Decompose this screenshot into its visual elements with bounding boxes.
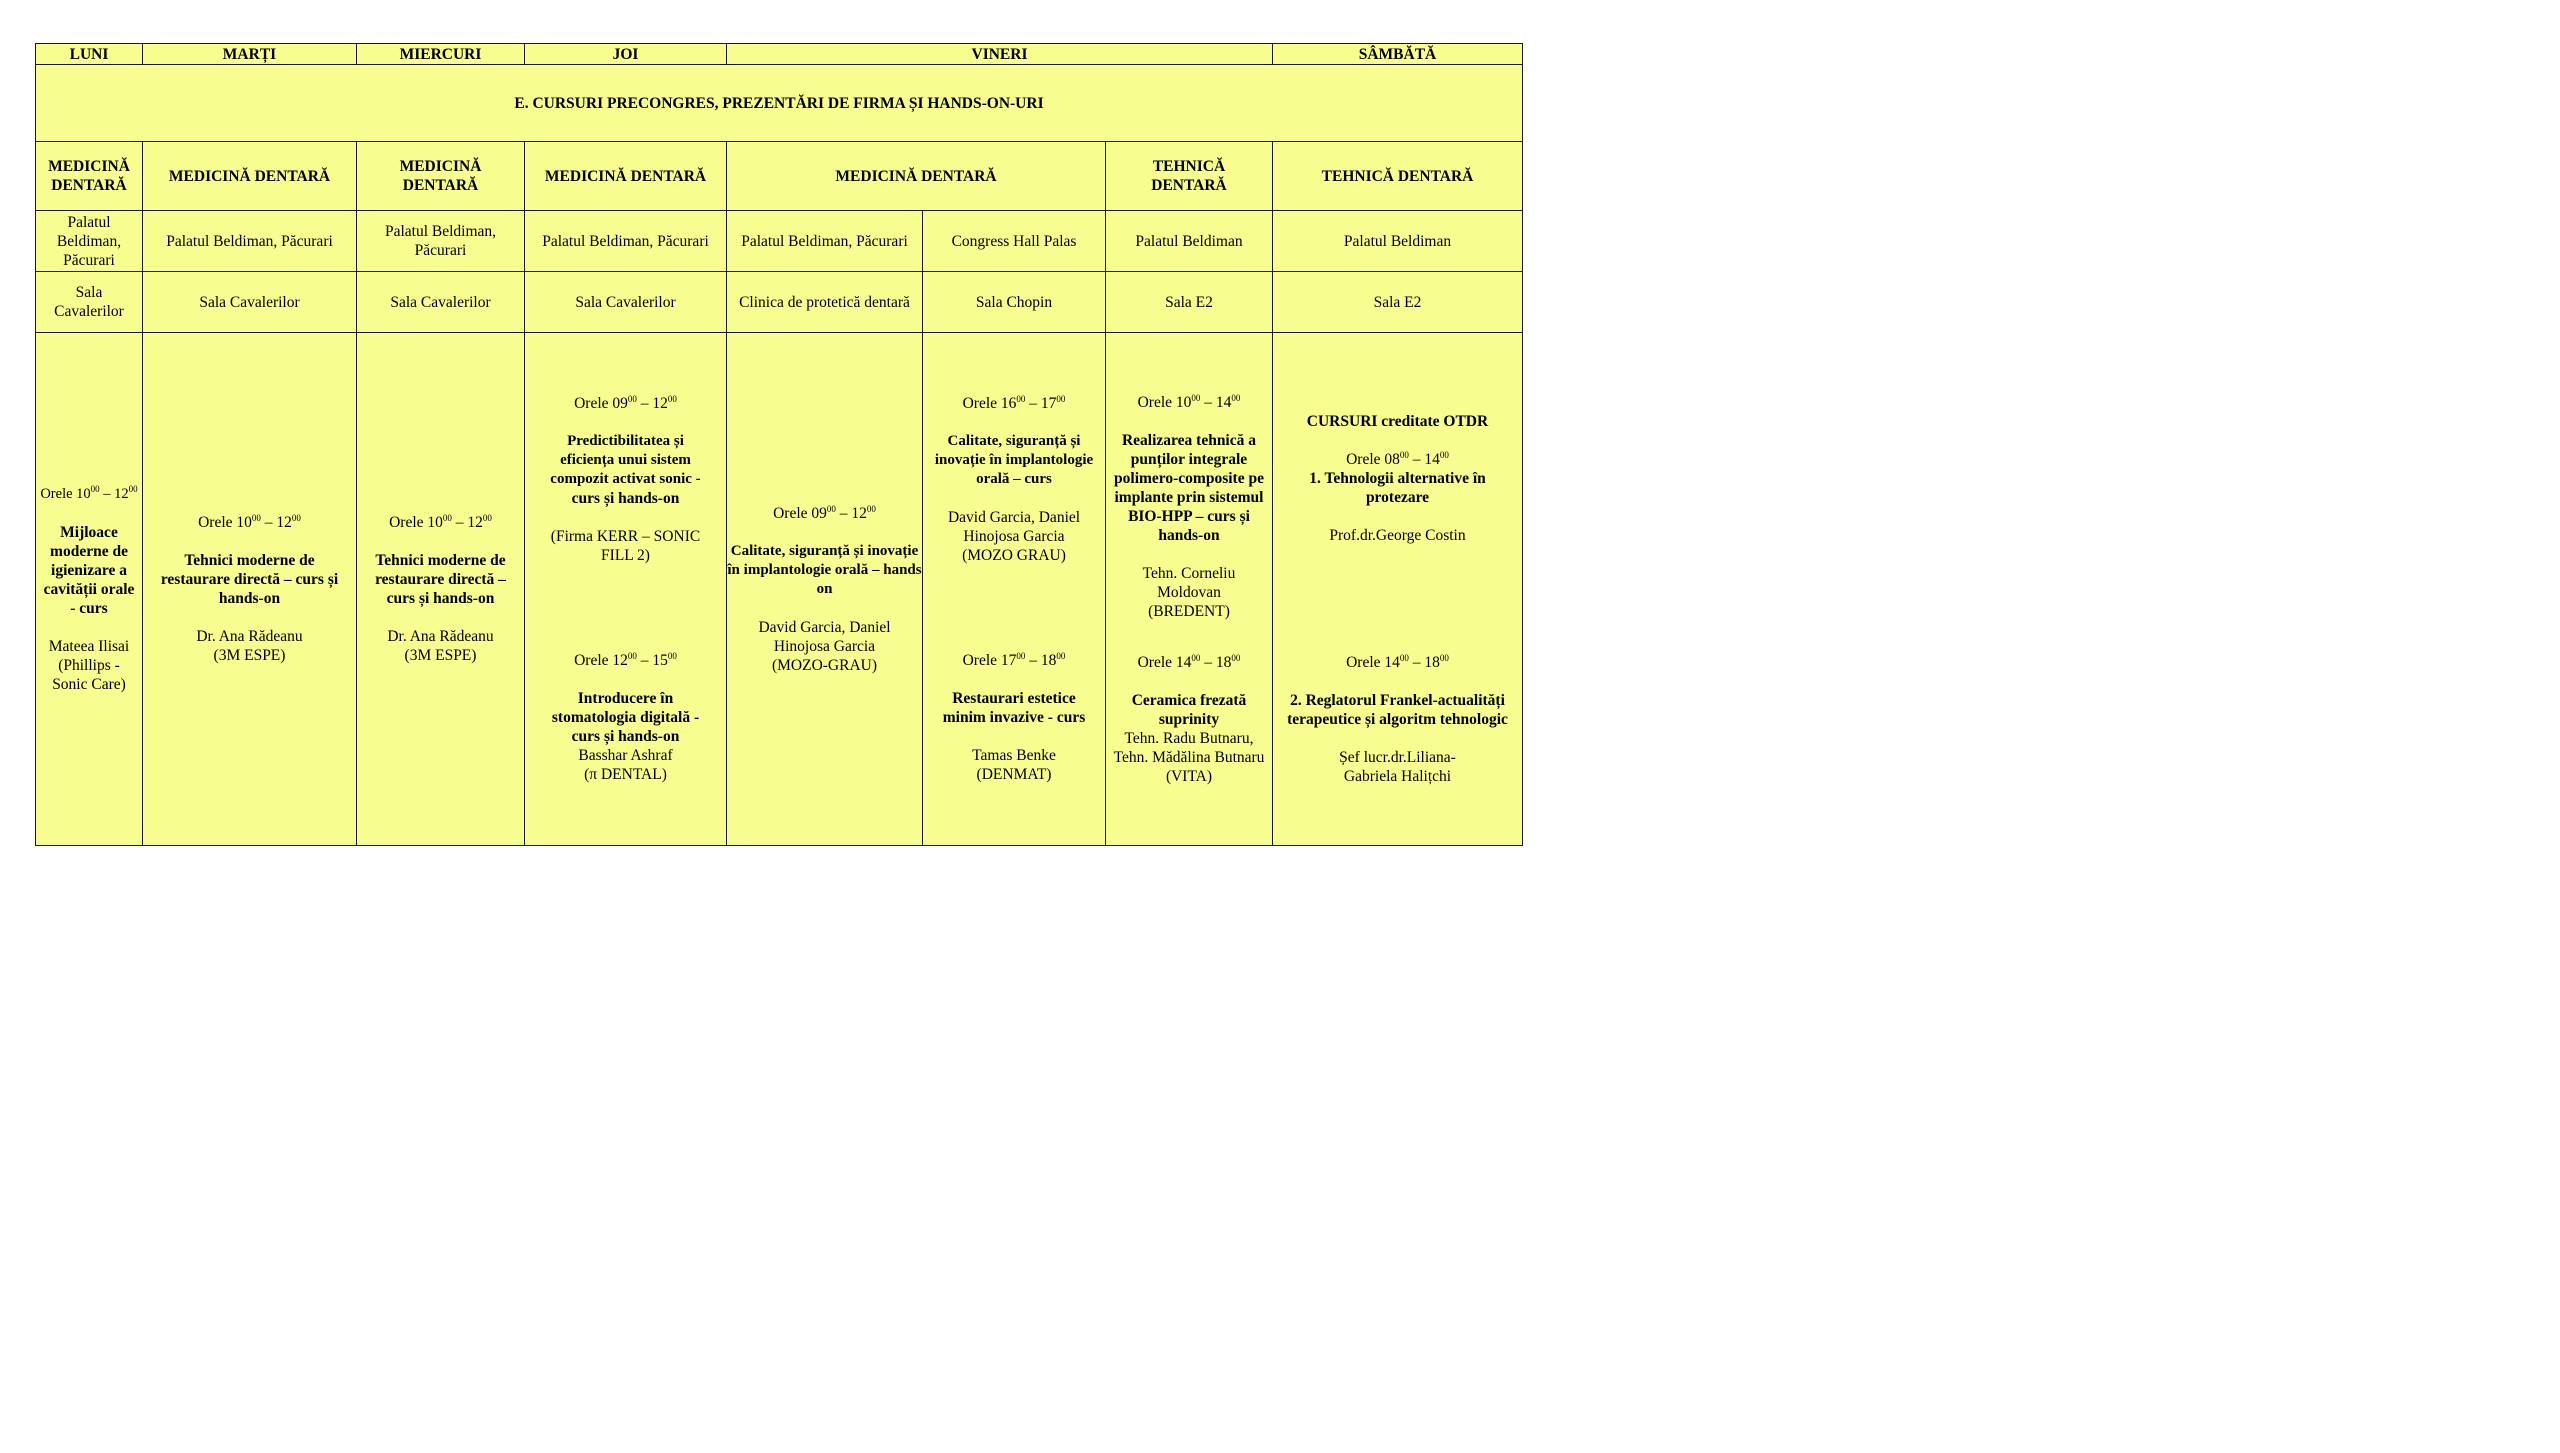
- session-company: (Firma KERR – SONIC FILL 2): [550, 528, 701, 564]
- session-speaker: Mateea Ilisai (Phillips - Sonic Care): [48, 637, 130, 693]
- session-company: (3M ESPE): [213, 647, 286, 664]
- session-time: Orele $09^{00} - 12^{00}$: [773, 503, 876, 522]
- specialty-marti: MEDICINĂ DENTARĂ: [143, 142, 357, 211]
- room-joi: Sala Cavalerilor: [525, 272, 727, 333]
- room-luni: Sala Cavalerilor: [36, 272, 143, 333]
- session-miercuri: [357, 333, 525, 846]
- session-speaker: Șef lucr.dr.Liliana-Gabriela Halițchi: [1339, 748, 1456, 785]
- session-time: Orele $16^{00} - 17^{00}$: [962, 393, 1066, 412]
- session-luni: [36, 333, 143, 846]
- session-title-cont: curs și hands-on: [571, 490, 680, 507]
- specialty-luni: MEDICINĂ DENTARĂ: [36, 142, 143, 211]
- session-company: (π DENTAL): [584, 766, 667, 783]
- session-company: (3M ESPE): [404, 647, 477, 664]
- session-time: Orele $08^{00} - 14^{00}$: [1346, 449, 1449, 468]
- specialty-row: [36, 142, 1523, 211]
- session-company: (DENMAT): [976, 766, 1052, 783]
- session-speaker: Tehn. Corneliu Moldovan: [1142, 564, 1236, 601]
- location-vineri-a: Palatul Beldiman, Păcurari: [727, 211, 923, 272]
- session-title: Calitate, siguranță și inovație în implantologie orală – curs: [934, 433, 1094, 487]
- location-luni: Palatul Beldiman, Păcurari: [36, 211, 143, 272]
- room-sambata: Sala E2: [1273, 272, 1523, 333]
- location-joi: Palatul Beldiman, Păcurari: [525, 211, 727, 272]
- day-header-row: [36, 44, 1523, 65]
- session-speaker: Tehn. Radu Butnaru, Tehn. Mădălina Butnaru: [1113, 729, 1265, 766]
- session-company: (MOZO-GRAU): [771, 656, 878, 674]
- session-title: Mijloace moderne de igienizare a cavității orale - curs: [43, 523, 135, 617]
- session-time: Orele $12^{00} - 15^{00}$: [574, 650, 677, 669]
- session-speaker: Prof.dr.George Costin: [1329, 526, 1466, 544]
- room-vineri-a: Clinica de protetică dentară: [727, 272, 923, 333]
- location-vineri-c: Palatul Beldiman: [1106, 211, 1273, 272]
- specialty-sambata: TEHNICĂ DENTARĂ: [1273, 142, 1523, 211]
- session-title: Introducere în stomatologia digitală - curs și hands-on: [551, 690, 700, 745]
- session-time: Orele $10^{00} - 12^{00}$: [198, 512, 301, 531]
- specialty-joi: MEDICINĂ DENTARĂ: [525, 142, 727, 211]
- session-joi: [525, 333, 727, 846]
- session-sambata: [1273, 333, 1523, 846]
- session-vineri-a: [727, 333, 923, 846]
- session-title: 2. Reglatorul Frankel-actualități terapeutice și algoritm tehnologic: [1287, 691, 1508, 728]
- specialty-miercuri: MEDICINĂ DENTARĂ: [357, 142, 525, 211]
- session-speaker: Tamas Benke: [972, 747, 1056, 764]
- session-title: Tehnici moderne de restaurare directă – curs și hands-on: [375, 552, 506, 607]
- location-vineri-b: Congress Hall Palas: [923, 211, 1106, 272]
- session-time: Orele $10^{00} - 12^{00}$: [389, 512, 492, 531]
- day-sambata: SÂMBĂTĂ: [1273, 44, 1523, 65]
- section-title: E. CURSURI PRECONGRES, PREZENTĂRI DE FIRMA ȘI HANDS-ON-URI: [36, 65, 1523, 142]
- session-time: Orele $14^{00} - 18^{00}$: [1137, 652, 1241, 671]
- day-vineri: VINERI: [727, 44, 1273, 65]
- specialty-vineri: MEDICINĂ DENTARĂ: [727, 142, 1106, 211]
- session-vineri-c: [1106, 333, 1273, 846]
- session-title: Calitate, siguranță și inovație în implantologie orală – hands on: [727, 542, 922, 597]
- specialty-vineri-tehnica: TEHNICĂ DENTARĂ: [1106, 142, 1273, 211]
- day-miercuri: MIERCURI: [357, 44, 525, 65]
- session-speaker: David Garcia, Daniel Hinojosa Garcia: [947, 509, 1081, 545]
- session-speaker: Dr. Ana Rădeanu: [387, 628, 494, 645]
- day-marti: MARȚI: [143, 44, 357, 65]
- session-time: Orele $09^{00} - 12^{00}$: [574, 393, 677, 412]
- location-row: [36, 211, 1523, 272]
- session-company: (VITA): [1165, 767, 1213, 785]
- session-company: (MOZO GRAU): [962, 547, 1066, 564]
- content-row: [36, 333, 1523, 846]
- session-time: Orele $10^{00} - 12^{00}$: [40, 483, 138, 502]
- session-time: Orele $17^{00} - 18^{00}$: [962, 650, 1066, 669]
- session-title: 1. Tehnologii alternative în protezare: [1309, 469, 1486, 506]
- session-title: Ceramica frezată suprinity: [1131, 691, 1247, 728]
- location-marti: Palatul Beldiman, Păcurari: [143, 211, 357, 272]
- session-title: Realizarea tehnică a punților integrale polimero-composite pe implante prin sistemul BIO-HPP – curs și hands-on: [1114, 431, 1264, 544]
- location-sambata: Palatul Beldiman: [1273, 211, 1523, 272]
- room-miercuri: Sala Cavalerilor: [357, 272, 525, 333]
- room-vineri-b: Sala Chopin: [923, 272, 1106, 333]
- session-vineri-b: [923, 333, 1106, 846]
- room-marti: Sala Cavalerilor: [143, 272, 357, 333]
- session-heading: CURSURI creditate OTDR: [1306, 412, 1489, 430]
- session-speaker: Dr. Ana Rădeanu: [196, 628, 303, 645]
- location-miercuri: Palatul Beldiman, Păcurari: [357, 211, 525, 272]
- session-company: (BREDENT): [1148, 602, 1230, 620]
- session-speaker: David Garcia, Daniel Hinojosa Garcia: [758, 618, 891, 655]
- room-vineri-c: Sala E2: [1106, 272, 1273, 333]
- session-title: Tehnici moderne de restaurare directă – curs și hands-on: [160, 552, 339, 607]
- session-time: Orele $10^{00} - 14^{00}$: [1137, 392, 1241, 411]
- session-title: Restaurari estetice minim invazive - curs: [942, 690, 1086, 726]
- section-title-row: [36, 65, 1523, 142]
- day-luni: LUNI: [36, 44, 143, 65]
- room-row: [36, 272, 1523, 333]
- session-title: Predictibilitatea și eficiența unui sistem compozit activat sonic -: [550, 433, 701, 487]
- session-time: Orele $14^{00} - 18^{00}$: [1346, 652, 1449, 671]
- session-marti: [143, 333, 357, 846]
- schedule-table: [35, 43, 1523, 846]
- session-speaker: Basshar Ashraf: [578, 747, 673, 764]
- day-joi: JOI: [525, 44, 727, 65]
